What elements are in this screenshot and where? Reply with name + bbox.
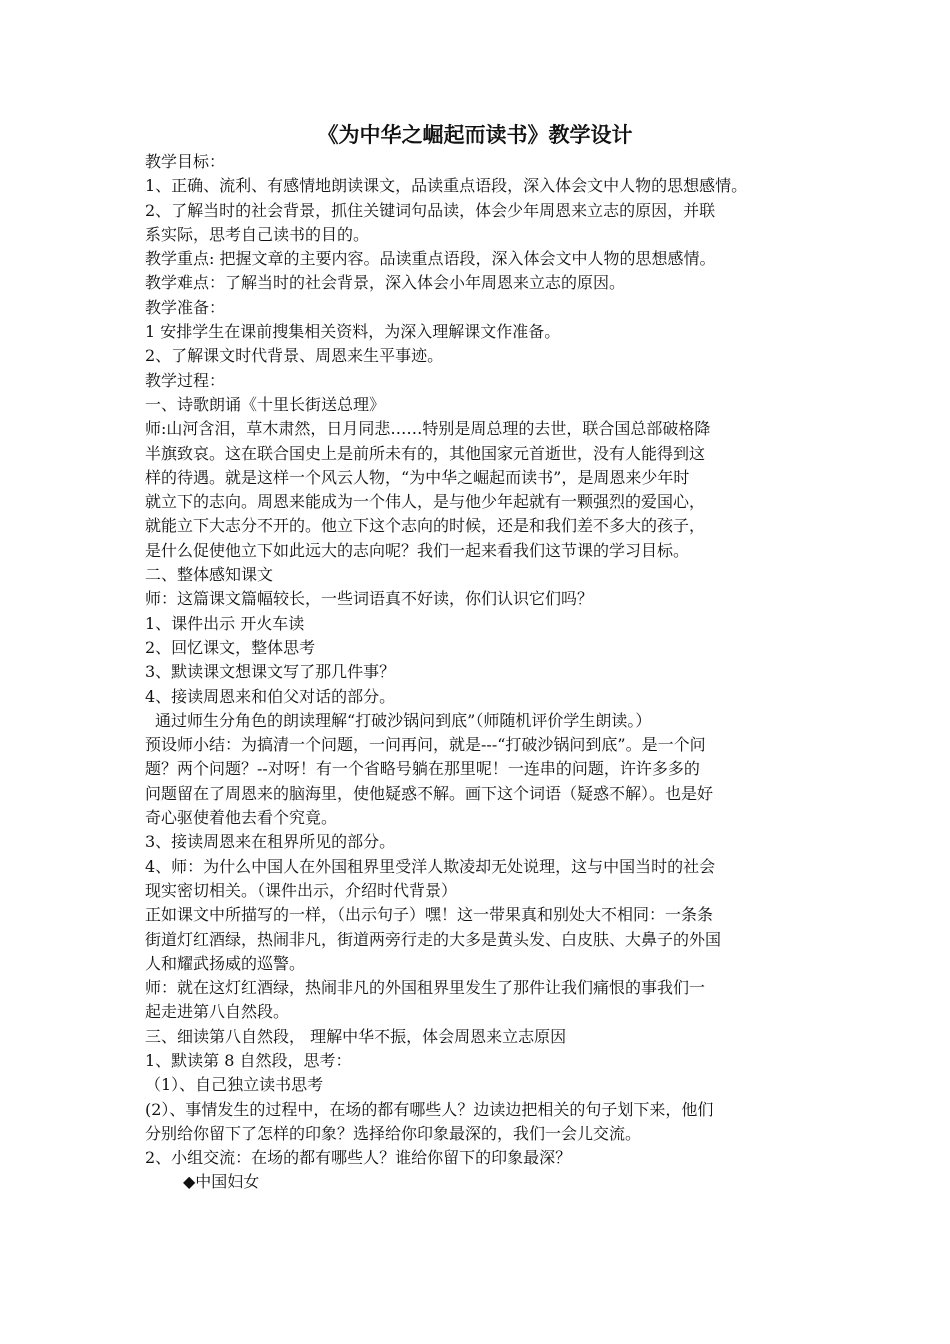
text-line: 教学难点：了解当时的社会背景，深入体会小年周恩来立志的原因。 (145, 273, 626, 293)
text-line: 三、细读第八自然段， 理解中华不振，体会周恩来立志原因 (145, 1026, 567, 1046)
text-line: 2、小组交流：在场的都有哪些人？谁给你留下的印象最深？ (145, 1148, 572, 1168)
text-line: 1 安排学生在课前搜集相关资料，为深入理解课文作准备。 (145, 322, 561, 342)
text-line: 奇心驱使着他去看个究竟。 (145, 808, 338, 828)
text-line: 预设师小结：为搞清一个问题，一问再问，就是---“打破沙锅问到底”。是一个问 (145, 735, 706, 755)
text-line: 通过师生分角色的朗读理解“打破沙锅问到底”（师随机评价学生朗读。） (155, 710, 652, 730)
text-line: (2）、事情发生的过程中，在场的都有哪些人？边读边把相关的句子划下来，他们 (145, 1099, 714, 1119)
text-line: 题？两个问题？--对呀！有一个省略号躺在那里呢！一连串的问题，许许多多的 (145, 759, 700, 779)
text-line: 2、了解当时的社会背景，抓住关键词句品读，体会少年周恩来立志的原因，并联 (145, 200, 716, 220)
text-line: 半旗致哀。这在联合国史上是前所未有的，其他国家元首逝世，没有人能得到这 (145, 443, 706, 463)
text-line: 4、接读周恩来和伯父对话的部分。 (145, 686, 396, 706)
text-line: 人和耀武扬威的巡警。 (145, 953, 306, 973)
text-line: 师：这篇课文篇幅较长，一些词语真不好读，你们认识它们吗？ (145, 589, 594, 609)
text-line: 3、默读课文想课文写了那几件事？ (145, 662, 396, 682)
text-line: 样的待遇。就是这样一个风云人物，“为中华之崛起而读书”，是周恩来少年时 (145, 467, 690, 487)
text-line: 1、默读第 8 自然段，思考： (145, 1050, 352, 1070)
text-line: 正如课文中所描写的一样，（出示句子）嘿！这一带果真和别处大不相同：一条条 (145, 905, 714, 925)
text-line: 起走进第八自然段。 (145, 1002, 290, 1022)
text-line: 一、诗歌朗诵《十里长街送总理》 (145, 394, 386, 414)
text-line: 4、师：为什么中国人在外国租界里受洋人欺凌却无处说理，这与中国当时的社会 (145, 856, 716, 876)
text-line: 教学重点: 把握文章的主要内容。品读重点语段，深入体会文中人物的思想感情。 (145, 249, 716, 269)
text-line: 二、整体感知课文 (145, 565, 274, 585)
text-line: 问题留在了周恩来的脑海里，使他疑惑不解。画下这个词语（疑惑不解）。也是好 (145, 783, 714, 803)
text-line: 现实密切相关。（课件出示，介绍时代背景） (145, 880, 458, 900)
text-line: 2、回忆课文，整体思考 (145, 637, 316, 657)
text-line: 分别给你留下了怎样的印象？选择给你印象最深的，我们一会儿交流。 (145, 1123, 642, 1143)
text-line: （1）、自己独立读书思考 (145, 1075, 324, 1095)
text-line: 教学过程： (145, 370, 226, 390)
text-line: 教学目标： (145, 152, 226, 171)
text-line: 师:山河含泪，草木肃然，日月同悲……特别是周总理的去世，联合国总部破格降 (145, 419, 711, 439)
text-line: 就能立下大志分不开的。他立下这个志向的时候，还是和我们差不多大的孩子， (145, 516, 706, 536)
text-line: 就立下的志向。周恩来能成为一个伟人，是与他少年起就有一颗强烈的爱国心， (145, 492, 706, 512)
text-line: 1、课件出示 开火车读 (145, 613, 305, 633)
text-line: 师：就在这灯红酒绿，热闹非凡的外国租界里发生了那件让我们痛恨的事我们一 (145, 978, 706, 998)
text-line: 是什么促使他立下如此远大的志向呢？我们一起来看我们这节课的学习目标。 (145, 540, 690, 560)
text-line: 教学准备： (145, 297, 226, 317)
text-line: 1、正确、流利、有感情地朗读课文，品读重点语段，深入体会文中人物的思想感情。 (145, 176, 748, 196)
document-body (145, 150, 825, 1195)
text-line: 3、接读周恩来在租界所见的部分。 (145, 832, 396, 852)
text-line: 系实际，思考自己读书的目的。 (145, 224, 370, 244)
text-line: 街道灯红酒绿，热闹非凡，街道两旁行走的大多是黄头发、白皮肤、大鼻子的外国 (145, 929, 722, 949)
document-title: 《为中华之崛起而读书》教学设计 (317, 122, 633, 147)
text-line: 2、了解课文时代背景、周恩来生平事迹。 (145, 346, 444, 366)
bullet-line: ◆中国妇女 (183, 1172, 260, 1192)
